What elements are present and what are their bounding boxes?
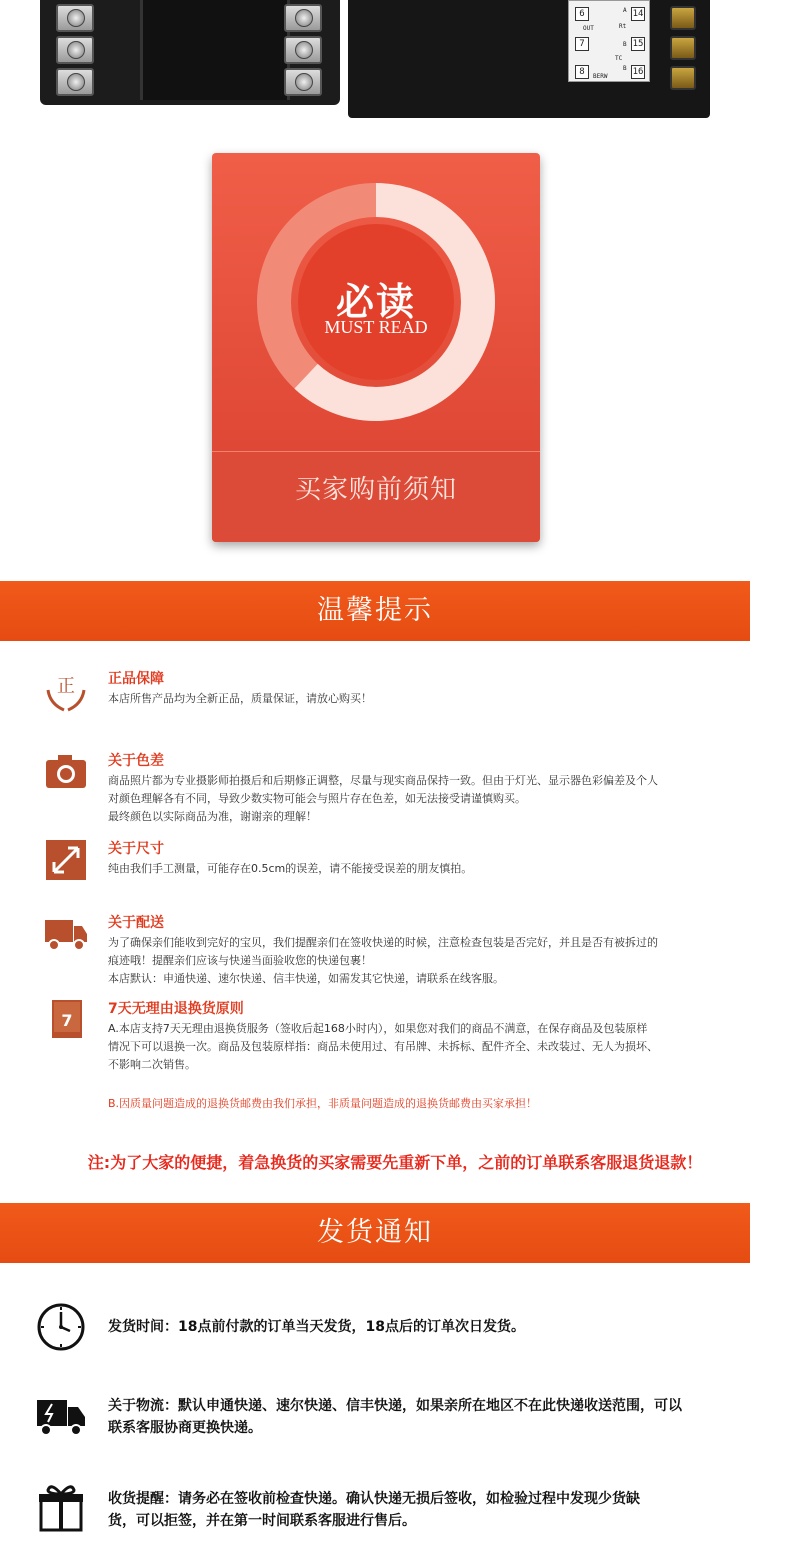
label-text: OUT: [583, 25, 594, 32]
svg-text:正: 正: [57, 676, 75, 697]
resize-arrow-icon: [44, 838, 88, 882]
progress-ring: [212, 153, 540, 451]
warm-tips-banner: [0, 581, 750, 641]
clock-icon: [36, 1302, 86, 1352]
tip-body: [108, 690, 733, 708]
controller-terminal-side: [40, 0, 340, 105]
shipping-line: 关于物流：默认申通快递、速尔快递、信丰快递，如果亲所在地区不在此快递收送范围，可以: [108, 1398, 682, 1414]
tip-line: A.本店支持7天无理由退换货服务（签收后起168小时内），如果您对我们的商品不满意，在保存商品及包装原样: [108, 1022, 648, 1035]
brass-terminal-block: [668, 0, 700, 110]
label-text: B: [623, 65, 627, 72]
tip-line: 本店所售产品均为全新正品，质量保证，请放心购买！: [108, 692, 372, 705]
tip-item: [40, 912, 740, 992]
must-read-subtitle: MUST READ: [324, 317, 428, 337]
tip-item: [40, 838, 740, 898]
tip-item: [40, 668, 740, 728]
tip-body: [108, 1020, 733, 1074]
return-fee-note: B.因质量问题造成的退换货邮费由我们承担，非质量问题造成的退换货邮费由买家承担！: [108, 1097, 538, 1110]
tip-title: 正品保障: [108, 671, 164, 687]
tip-line: 为了确保亲们能收到完好的宝贝，我们提醒亲们在签收快递的时候，注意检查包装是否完好，并且是否有被拆过的: [108, 936, 658, 949]
shipping-item: [36, 1392, 746, 1444]
label-text: BERW: [593, 73, 608, 80]
seven-day-calendar-icon: [44, 998, 88, 1042]
tip-line: 最终颜色以实际商品为准，谢谢亲的理解！: [108, 810, 317, 823]
camera-icon: [44, 750, 88, 794]
genuine-hands-icon: [44, 668, 88, 712]
product-photo: [0, 0, 790, 125]
label-text: B: [623, 41, 627, 48]
shipping-banner: [0, 1203, 750, 1263]
pin-label: 8: [575, 65, 589, 79]
shipping-text: [108, 1395, 748, 1439]
shipping-line: 货，可以拒签，并在第一时间联系客服进行售后。: [108, 1513, 416, 1529]
must-read-title: 必读: [335, 280, 416, 324]
must-read-card: [212, 153, 540, 542]
gift-box-icon: [36, 1482, 86, 1532]
delivery-truck-icon: [36, 1392, 86, 1442]
shipping-text: [108, 1488, 748, 1532]
pin-label: 16: [632, 67, 644, 77]
tip-body: [108, 860, 733, 878]
label-text: Rt: [619, 23, 627, 30]
shipping-line: 联系客服协商更换快递。: [108, 1420, 262, 1436]
wiring-label: [568, 0, 650, 82]
right-terminal-block: [282, 0, 324, 100]
shipping-heading: 发货通知: [317, 1217, 433, 1248]
reorder-note: 注:为了大家的便捷，着急换货的买家需要先重新下单，之前的订单联系客服退货退款！: [87, 1153, 703, 1172]
tip-title: 关于配送: [108, 915, 164, 931]
pin-label: 7: [575, 37, 589, 51]
warm-tips-heading: 温馨提示: [317, 595, 433, 626]
tip-line: 痕迹哦！提醒亲们应该与快递当面验收您的快递包裹！: [108, 954, 372, 967]
tip-title: 关于尺寸: [108, 841, 164, 857]
tip-line: 对颜色理解各有不同，导致少数实物可能会与照片存在色差，如无法接受请谨慎购买。: [108, 792, 526, 805]
must-read-caption-bar: [212, 451, 540, 542]
tip-line: 不影响二次销售。: [108, 1058, 196, 1071]
tip-body: [108, 772, 733, 826]
label-text: TC: [615, 55, 623, 62]
tip-line: 纯由我们手工测量，可能存在0.5cm的误差，请不能接受误差的朋友慎拍。: [108, 862, 473, 875]
shipping-text: [108, 1316, 748, 1338]
tip-line: 情况下可以退换一次。商品及包装原样指：商品未使用过、有吊牌、未拆标、配件齐全、未改装过、无人为损坏、: [108, 1040, 658, 1053]
pin-label: 15: [632, 39, 644, 49]
shipping-item: [36, 1482, 746, 1542]
shipping-line: 收货提醒：请务必在签收前检查快递。确认快递无损后签收，如检验过程中发现少货缺: [108, 1491, 640, 1507]
controller-housing: [140, 0, 290, 100]
shipping-line: 发货时间：18点前付款的订单当天发货，18点后的订单次日发货。: [108, 1319, 525, 1335]
controller-rear-side: [348, 0, 710, 118]
label-text: A: [623, 7, 627, 14]
tip-body: [108, 934, 733, 988]
tip-item: [40, 750, 740, 830]
svg-text:7: 7: [61, 1011, 73, 1030]
pin-label: 6: [575, 7, 589, 21]
must-read-caption: 买家购前须知: [294, 475, 457, 505]
shipping-item: [36, 1302, 746, 1354]
truck-icon: [44, 912, 88, 956]
pin-label: 14: [632, 9, 644, 19]
tip-title: 7天无理由退换货原则: [108, 1001, 244, 1017]
tip-line: 商品照片都为专业摄影师拍摄后和后期修正调整，尽量与现实商品保持一致。但由于灯光、显示器色彩偏差及个人: [108, 774, 658, 787]
tip-item: [40, 998, 740, 1078]
left-terminal-block: [54, 0, 96, 100]
tip-line: 本店默认：申通快递、速尔快递、信丰快递，如需发其它快递，请联系在线客服。: [108, 972, 504, 985]
tip-title: 关于色差: [108, 753, 164, 769]
